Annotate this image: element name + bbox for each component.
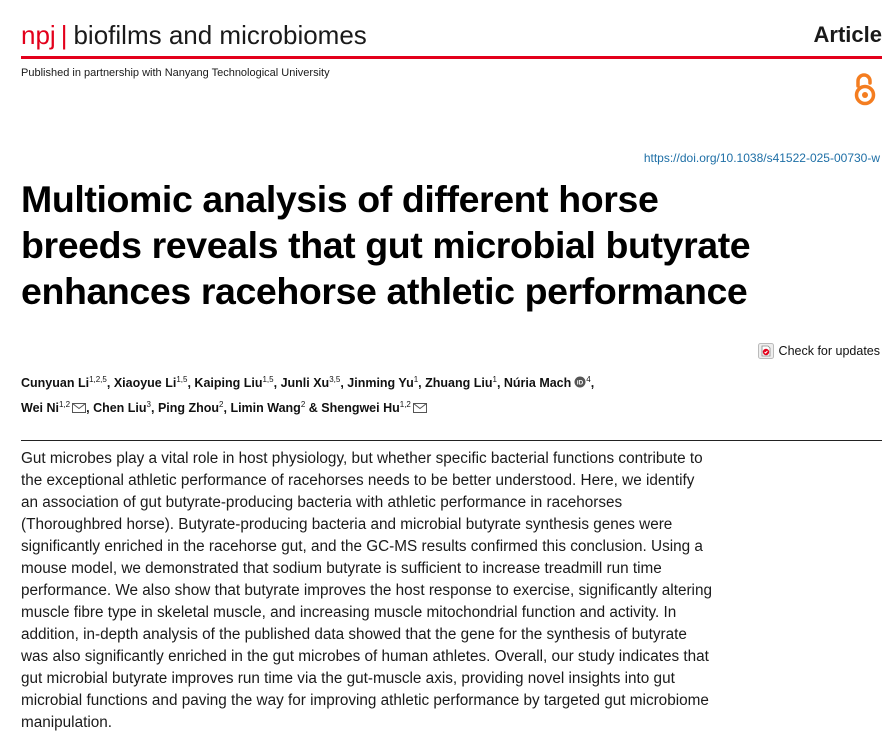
author-affiliation: 1,2,5 — [89, 375, 107, 384]
author-affiliation: 2 — [300, 400, 306, 409]
check-for-updates-button[interactable] — [758, 341, 880, 361]
section-divider — [21, 440, 882, 441]
abstract-line: (Thoroughbred horse). Butyrate-producing bacteria and microbial butyrate synthesis genes were — [21, 516, 673, 533]
author-entry[interactable] — [194, 376, 273, 390]
author-separator: , — [86, 401, 94, 415]
author-separator: , — [273, 376, 281, 390]
journal-header — [21, 18, 882, 60]
check-updates-icon — [758, 343, 774, 359]
author-name: Limin Wang — [230, 401, 301, 415]
title-line: breeds reveals that gut microbial butyrate — [21, 224, 751, 266]
author-affiliation: 1 — [413, 375, 419, 384]
author-affiliation: 3,5 — [329, 375, 341, 384]
author-entry[interactable] — [21, 376, 107, 390]
abstract-line: an association of gut butyrate-producing bacteria with athletic performance in racehorses — [21, 494, 623, 511]
journal-title: biofilms and microbiomes — [73, 20, 367, 50]
author-separator: , — [340, 376, 348, 390]
author-affiliation: 2 — [219, 400, 224, 409]
doi-link[interactable]: https://doi.org/10.1038/s41522-025-00730-w — [643, 151, 880, 165]
author-name: Zhuang Liu — [425, 376, 493, 390]
author-separator: & — [305, 401, 322, 415]
check-updates-label: Check for updates — [778, 344, 880, 358]
author-affiliation: 1,2 — [399, 400, 411, 409]
author-name: Xiaoyue Li — [113, 376, 177, 390]
journal-prefix: npj — [21, 20, 56, 50]
abstract-line: microbial functions and paving the way for improving athletic performance by targeted gut microbiome — [21, 692, 709, 709]
abstract-line: performance. We also show that butyrate improves the host response to exercise, significantly altering — [21, 582, 712, 599]
author-affiliation: 1,5 — [262, 375, 274, 384]
author-separator: , — [187, 376, 195, 390]
author-name: Chen Liu — [93, 401, 147, 415]
abstract-line: the exceptional athletic performance of racehorses needs to be better understood. Here, we identify — [21, 472, 695, 489]
author-entry[interactable] — [93, 401, 151, 415]
open-access-icon[interactable] — [851, 72, 879, 106]
author-line — [21, 394, 881, 419]
author-separator: , — [496, 376, 504, 390]
envelope-icon[interactable] — [413, 403, 427, 413]
author-name: Cunyuan Li — [21, 376, 90, 390]
abstract-line: addition, in-depth analysis of the published data showed that the gene for the synthesis of butyrate — [21, 626, 687, 643]
abstract-line: muscle fibre type in skeletal muscle, and increasing muscle mitochondrial function and activity. In — [21, 604, 677, 621]
author-separator: , — [106, 376, 114, 390]
author-entry[interactable] — [321, 401, 427, 415]
article-type-label: Article — [813, 22, 882, 47]
author-entry[interactable] — [230, 401, 305, 415]
author-affiliation: 4 — [586, 375, 591, 384]
author-entry[interactable] — [21, 401, 86, 415]
author-name: Kaiping Liu — [194, 376, 263, 390]
author-entry[interactable] — [158, 401, 224, 415]
partnership-note: Published in partnership with Nanyang Technological University — [21, 67, 330, 79]
author-affiliation: 1,2 — [58, 400, 71, 409]
title-line: enhances racehorse athletic performance — [21, 270, 748, 312]
author-affiliation: 3 — [146, 400, 151, 409]
author-line — [21, 369, 881, 394]
author-separator: , — [590, 376, 595, 390]
abstract-line: mouse model, we demonstrated that sodium butyrate is sufficient to increase treadmill run time — [21, 560, 662, 577]
author-name: Junli Xu — [280, 376, 330, 390]
author-affiliation: 1,5 — [176, 375, 188, 384]
journal-separator: | — [60, 20, 68, 50]
author-name: Jinming Yu — [347, 376, 414, 390]
abstract-line: was also significantly enriched in the gut microbes of human athletes. Overall, our study indicates that — [21, 648, 709, 665]
abstract-line: manipulation. — [21, 714, 112, 731]
journal-name[interactable] — [21, 18, 367, 52]
author-separator: , — [418, 376, 426, 390]
article-title — [21, 176, 883, 314]
abstract-line: significantly enriched in the racehorse gut, and the GC-MS results confirmed this conclusion. Using a — [21, 538, 703, 555]
abstract — [21, 448, 743, 734]
author-entry[interactable] — [347, 376, 418, 390]
author-entry[interactable] — [504, 376, 591, 390]
author-name: Shengwei Hu — [321, 401, 400, 415]
header-rule — [21, 56, 882, 59]
title-line: Multiomic analysis of different horse — [21, 178, 659, 220]
author-entry[interactable] — [114, 376, 188, 390]
svg-text:iD: iD — [577, 379, 584, 387]
author-name: Wei Ni — [21, 401, 59, 415]
author-entry[interactable] — [281, 376, 341, 390]
abstract-line: gut microbial butyrate improves run time via the gut-muscle axis, providing novel insights into gut — [21, 670, 675, 687]
author-name: Núria Mach — [503, 376, 572, 390]
author-list — [21, 369, 881, 419]
author-entry[interactable] — [425, 376, 497, 390]
envelope-icon[interactable] — [72, 403, 86, 413]
orcid-icon[interactable] — [574, 376, 586, 388]
author-separator: , — [223, 401, 231, 415]
author-separator: , — [150, 401, 158, 415]
author-name: Ping Zhou — [157, 401, 220, 415]
author-affiliation: 1 — [492, 375, 497, 384]
abstract-line: Gut microbes play a vital role in host physiology, but whether specific bacterial functions contribute to — [21, 450, 703, 467]
